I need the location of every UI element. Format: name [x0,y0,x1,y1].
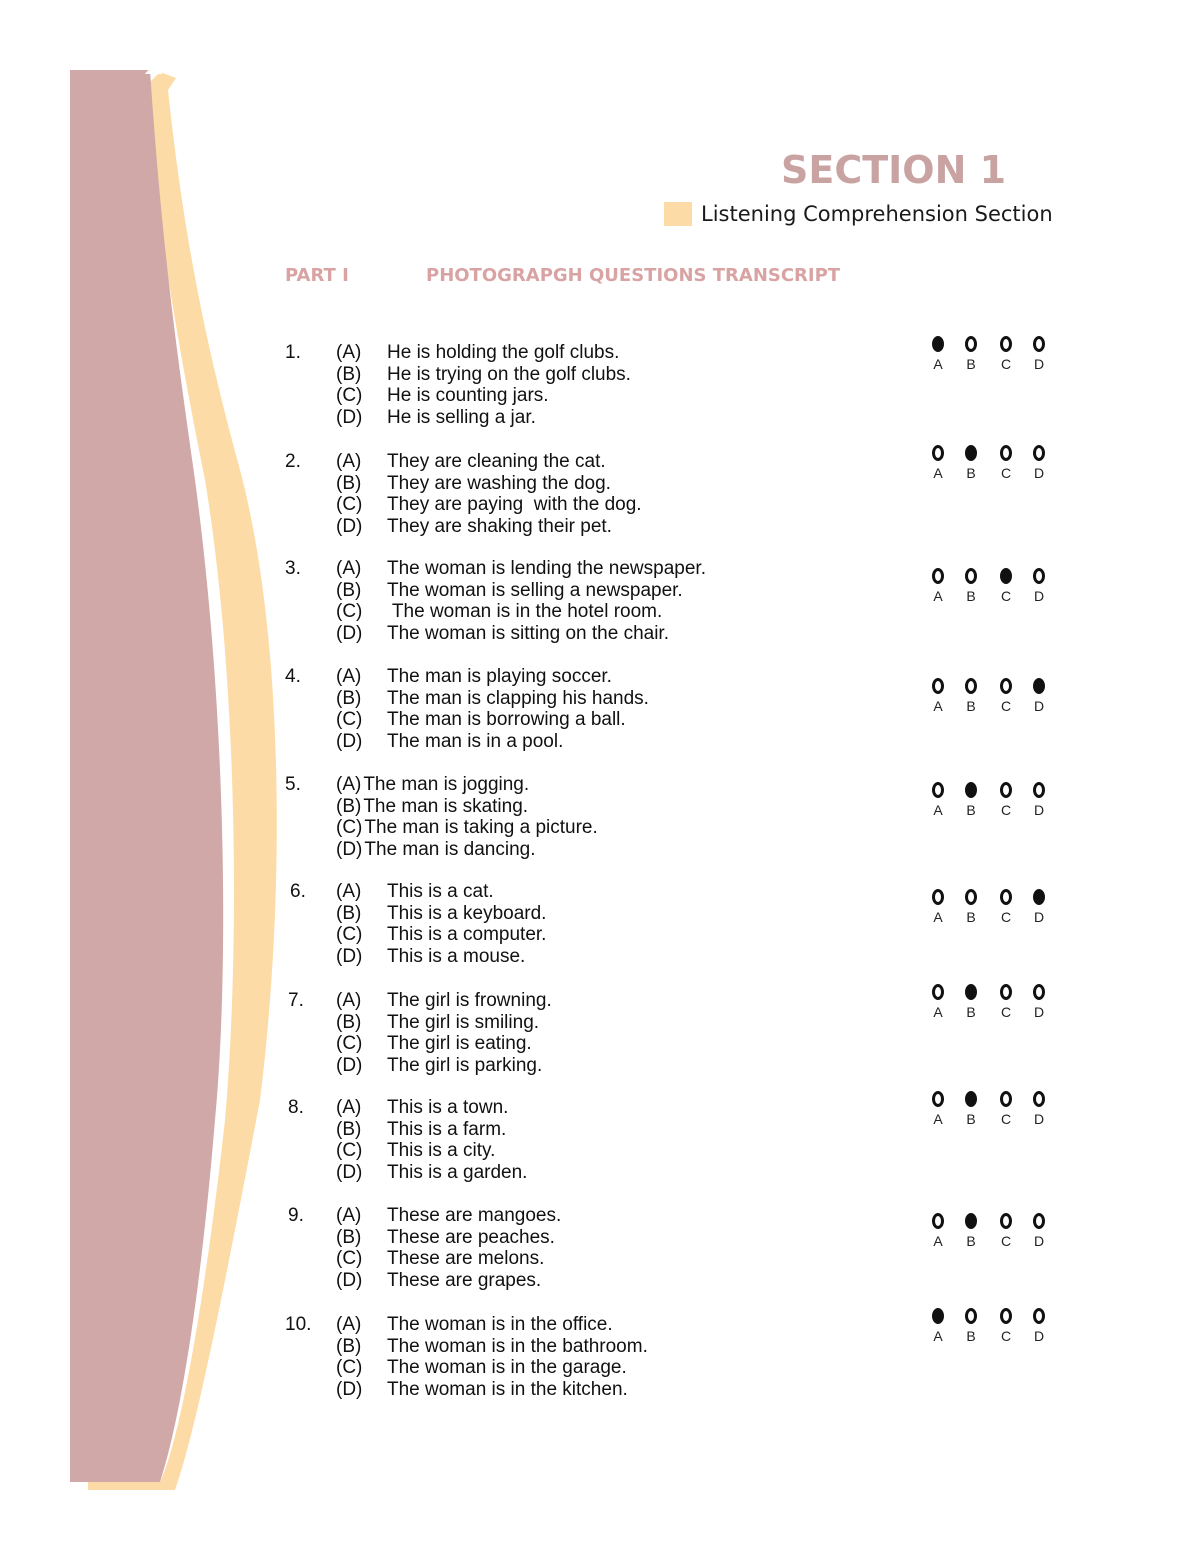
option-letter: (A) [336,1097,362,1118]
option-text: The woman is lending the newspaper. [387,558,706,579]
option-row [336,946,546,968]
option-row [336,1227,561,1249]
option-letter: (C) [336,709,363,731]
option-letter: (D) [336,1379,363,1401]
empty-bubble-icon [1033,782,1045,798]
option-text: The woman is selling a newspaper. [387,579,683,601]
option-letter: (C) [336,1357,363,1379]
empty-bubble-icon [1000,1213,1012,1229]
option-text: The man is in a pool. [387,731,564,753]
bubble-letter: C [1000,1233,1012,1249]
empty-bubble-icon [1000,1308,1012,1324]
option-letter: (A) [336,666,362,687]
option-letter: (B) [336,1335,362,1357]
option-row [336,817,598,839]
part-title: PHOTOGRAPGH QUESTIONS TRANSCRIPT [426,265,841,286]
answer-bubbles [932,782,1057,826]
filled-bubble-icon [932,336,944,352]
option-letter: (D) [336,407,363,429]
option-text: He is holding the golf clubs. [387,342,620,363]
filled-bubble-icon [965,445,977,461]
option-text: These are grapes. [387,1270,542,1292]
option-letter: (A) [336,1205,362,1226]
answer-bubble-d [1023,1091,1055,1127]
answer-bubble-b [955,445,987,481]
bubble-letter: D [1033,588,1045,604]
option-row [336,796,598,818]
option-list [336,1097,527,1184]
option-letter: (B) [336,363,362,385]
option-text: This is a mouse. [387,946,526,968]
answer-bubble-c [990,1091,1022,1127]
option-row [336,903,546,925]
option-list [336,990,552,1077]
option-row [336,774,598,796]
filled-bubble-icon [965,984,977,1000]
option-letter: (D) [336,731,363,753]
option-letter: (D) [336,1270,363,1292]
empty-bubble-icon [1000,889,1012,905]
empty-bubble-icon [932,678,944,694]
option-text: These are peaches. [387,1226,555,1248]
option-list [336,558,706,645]
answer-bubble-b [955,678,987,714]
answer-bubble-d [1023,1308,1055,1344]
question-number: 4. [285,666,301,687]
question-number: 10. [285,1314,312,1335]
bubble-letter: D [1033,356,1045,372]
bubble-letter: A [933,698,943,714]
answer-bubble-a [922,1213,954,1249]
empty-bubble-icon [1000,984,1012,1000]
subtitle-label: Listening Comprehension Section [701,202,1053,226]
option-text: These are melons. [387,1248,545,1270]
option-list [336,1314,648,1401]
option-row [336,839,598,861]
bubble-letter: A [933,909,943,925]
empty-bubble-icon [932,1213,944,1229]
answer-bubbles [932,1213,1057,1257]
answer-bubble-c [990,678,1022,714]
option-letter: (B) [336,902,362,924]
answer-bubble-d [1023,568,1055,604]
bubble-letter: C [1000,802,1012,818]
section-title: SECTION 1 [781,148,1007,192]
subtitle-marker [664,202,692,226]
bubble-letter: C [1000,588,1012,604]
option-letter: (A) [336,558,362,579]
empty-bubble-icon [932,889,944,905]
empty-bubble-icon [1033,984,1045,1000]
option-letter: (A) [336,990,362,1011]
option-row [336,385,631,407]
empty-bubble-icon [1033,445,1045,461]
option-row [336,709,649,731]
answer-bubbles [932,445,1057,489]
option-row [336,601,706,623]
option-list [336,1205,561,1292]
answer-bubble-a [922,678,954,714]
option-text: The man is clapping his hands. [387,687,649,709]
answer-bubble-a [922,1091,954,1127]
option-text: This is a keyboard. [387,902,547,924]
answer-bubble-d [1023,678,1055,714]
option-list [336,342,631,429]
answer-bubble-a [922,336,954,372]
option-letter: (B) [336,795,362,817]
filled-bubble-icon [1033,678,1045,694]
bubble-letter: B [966,1111,976,1127]
option-row [336,1140,527,1162]
bubble-letter: C [1000,356,1012,372]
filled-bubble-icon [1033,889,1045,905]
filled-bubble-icon [932,1308,944,1324]
option-row [336,516,642,538]
option-letter: (D) [336,839,363,861]
bubble-letter: D [1033,1004,1045,1020]
option-letter: (B) [336,1118,362,1140]
option-row [336,1033,552,1055]
bubble-letter: C [1000,698,1012,714]
bubble-letter: D [1033,802,1045,818]
option-text: He is trying on the golf clubs. [387,363,631,385]
answer-bubble-c [990,445,1022,481]
bubble-letter: B [966,698,976,714]
question-number: 1. [285,342,301,363]
section-subtitle [664,201,1053,227]
option-letter: (B) [336,687,362,709]
option-row [336,731,649,753]
option-letter: (C) [336,494,363,516]
empty-bubble-icon [1000,336,1012,352]
filled-bubble-icon [965,1091,977,1107]
bubble-letter: B [966,1004,976,1020]
bubble-letter: C [1000,1004,1012,1020]
option-text: This is a town. [387,1097,509,1118]
bubble-letter: B [966,909,976,925]
answer-bubble-d [1023,984,1055,1020]
empty-bubble-icon [1033,568,1045,584]
bubble-letter: B [966,588,976,604]
option-row [336,473,642,495]
answer-bubbles [932,678,1057,722]
option-row [336,924,546,946]
answer-bubble-d [1023,336,1055,372]
option-text: He is counting jars. [387,385,549,407]
answer-bubbles [932,336,1057,380]
option-text: The girl is smiling. [387,1011,540,1033]
bubble-letter: B [966,802,976,818]
answer-bubble-c [990,782,1022,818]
option-text: This is a computer. [387,924,547,946]
option-text: The man is playing soccer. [387,666,612,687]
option-letter: (C) [336,385,363,407]
empty-bubble-icon [932,782,944,798]
bubble-letter: D [1033,1233,1045,1249]
bubble-letter: C [1000,465,1012,481]
filled-bubble-icon [1000,568,1012,584]
option-row [336,1314,648,1336]
option-letter: (C) [336,817,363,839]
answer-bubble-b [955,568,987,604]
option-row [336,1205,561,1227]
answer-bubble-c [990,336,1022,372]
option-row [336,342,631,364]
option-letter: (A) [336,451,362,472]
bubble-letter: C [1000,909,1012,925]
option-letter: (C) [336,601,363,623]
empty-bubble-icon [932,984,944,1000]
bubble-letter: A [933,1328,943,1344]
empty-bubble-icon [1000,1091,1012,1107]
option-row [336,1270,561,1292]
option-row [336,1055,552,1077]
empty-bubble-icon [965,678,977,694]
question-number: 5. [285,774,301,795]
option-text: They are shaking their pet. [387,516,612,538]
bubble-letter: D [1033,1328,1045,1344]
option-row [336,990,552,1012]
question-number: 9. [288,1205,304,1226]
question-number: 7. [288,990,304,1011]
answer-bubble-d [1023,782,1055,818]
option-letter: (B) [336,472,362,494]
bubble-letter: B [966,1233,976,1249]
option-row [336,623,706,645]
answer-bubble-b [955,782,987,818]
option-text: The woman is in the garage. [387,1357,627,1379]
option-text: This is a farm. [387,1118,507,1140]
answer-bubbles [932,1091,1057,1135]
option-text: The girl is eating. [387,1033,532,1055]
question-number: 3. [285,558,301,579]
bubble-letter: B [966,356,976,372]
option-letter: (B) [336,579,362,601]
option-row [336,364,631,386]
option-text: The girl is frowning. [387,990,552,1011]
answer-bubbles [932,568,1057,612]
option-row [336,580,706,602]
option-list [336,451,642,538]
side-panel-curl [145,68,162,74]
empty-bubble-icon [1000,445,1012,461]
answer-bubble-a [922,1308,954,1344]
answer-bubble-b [955,1308,987,1344]
option-row [336,881,546,903]
option-list [336,881,546,968]
bubble-letter: D [1033,698,1045,714]
answer-bubble-c [990,1308,1022,1344]
answer-bubbles [932,889,1057,933]
option-letter: (C) [336,1140,363,1162]
empty-bubble-icon [1033,1091,1045,1107]
bubble-letter: A [933,465,943,481]
answer-bubbles [932,984,1057,1028]
answer-bubble-c [990,889,1022,925]
option-row [336,494,642,516]
bubble-letter: A [933,802,943,818]
empty-bubble-icon [1000,678,1012,694]
option-text: The woman is in the kitchen. [387,1379,628,1401]
option-list [336,666,649,753]
bubble-letter: D [1033,1111,1045,1127]
empty-bubble-icon [932,445,944,461]
bubble-letter: B [966,1328,976,1344]
option-letter: (D) [336,1162,363,1184]
empty-bubble-icon [1033,336,1045,352]
empty-bubble-icon [932,1091,944,1107]
empty-bubble-icon [1033,1213,1045,1229]
option-text: He is selling a jar. [387,407,536,429]
part-label: PART I [285,265,349,286]
empty-bubble-icon [932,568,944,584]
option-row [336,407,631,429]
empty-bubble-icon [965,568,977,584]
option-text: They are cleaning the cat. [387,451,606,472]
question-number: 8. [288,1097,304,1118]
answer-bubble-b [955,984,987,1020]
option-row [336,558,706,580]
option-letter: (D) [336,623,363,645]
option-row [336,688,649,710]
empty-bubble-icon [1033,1308,1045,1324]
option-text: They are washing the dog. [387,472,611,494]
option-text: The man is dancing. [364,839,536,861]
bubble-letter: A [933,1004,943,1020]
answer-bubble-d [1023,889,1055,925]
option-row [336,1248,561,1270]
option-text: The man is taking a picture. [364,817,598,839]
option-text: The girl is parking. [387,1055,543,1077]
answer-bubble-c [990,568,1022,604]
side-panel [70,70,223,1482]
option-letter: (A) [336,774,362,795]
option-letter: (A) [336,881,362,902]
option-row [336,1012,552,1034]
option-text: These are mangoes. [387,1205,562,1226]
answer-bubble-d [1023,445,1055,481]
option-letter: (D) [336,1055,363,1077]
option-letter: (D) [336,516,363,538]
option-text: The woman is in the bathroom. [387,1335,648,1357]
option-row [336,1336,648,1358]
filled-bubble-icon [965,782,977,798]
answer-bubble-a [922,889,954,925]
option-letter: (B) [336,1011,362,1033]
option-text: The man is borrowing a ball. [387,709,626,731]
option-letter: (B) [336,1226,362,1248]
option-letter: (A) [336,1314,362,1335]
option-letter: (A) [336,342,362,363]
option-letter: (C) [336,924,363,946]
option-text: This is a city. [387,1140,496,1162]
answer-bubble-a [922,984,954,1020]
bubble-letter: A [933,356,943,372]
bubble-letter: A [933,588,943,604]
option-row [336,666,649,688]
answer-bubble-a [922,445,954,481]
option-text: The woman is sitting on the chair. [387,623,669,645]
option-text: The man is jogging. [363,774,530,795]
answer-bubble-b [955,889,987,925]
option-letter: (D) [336,946,363,968]
option-text: They are paying with the dog. [387,494,642,516]
option-text: The woman is in the office. [387,1314,613,1335]
option-row [336,1119,527,1141]
option-list [336,774,598,861]
option-row [336,1379,648,1401]
option-row [336,1097,527,1119]
bubble-letter: B [966,465,976,481]
empty-bubble-icon [965,1308,977,1324]
option-letter: (C) [336,1248,363,1270]
filled-bubble-icon [965,1213,977,1229]
bubble-letter: C [1000,1111,1012,1127]
option-row [336,1162,527,1184]
answer-bubble-a [922,568,954,604]
bubble-letter: A [933,1111,943,1127]
bubble-letter: D [1033,909,1045,925]
option-text: This is a cat. [387,881,494,902]
option-text: The woman is in the hotel room. [387,601,663,623]
bubble-letter: A [933,1233,943,1249]
empty-bubble-icon [1000,782,1012,798]
answer-bubble-b [955,1091,987,1127]
bubble-letter: C [1000,1328,1012,1344]
option-text: This is a garden. [387,1162,528,1184]
empty-bubble-icon [965,336,977,352]
question-number: 2. [285,451,301,472]
option-letter: (C) [336,1033,363,1055]
answer-bubble-d [1023,1213,1055,1249]
question-number: 6. [290,881,306,902]
bubble-letter: D [1033,465,1045,481]
answer-bubble-b [955,336,987,372]
answer-bubbles [932,1308,1057,1352]
answer-bubble-a [922,782,954,818]
empty-bubble-icon [965,889,977,905]
part-header [285,265,985,289]
option-row [336,451,642,473]
answer-bubble-b [955,1213,987,1249]
option-text: The man is skating. [363,795,529,817]
answer-bubble-c [990,984,1022,1020]
option-row [336,1357,648,1379]
answer-bubble-c [990,1213,1022,1249]
